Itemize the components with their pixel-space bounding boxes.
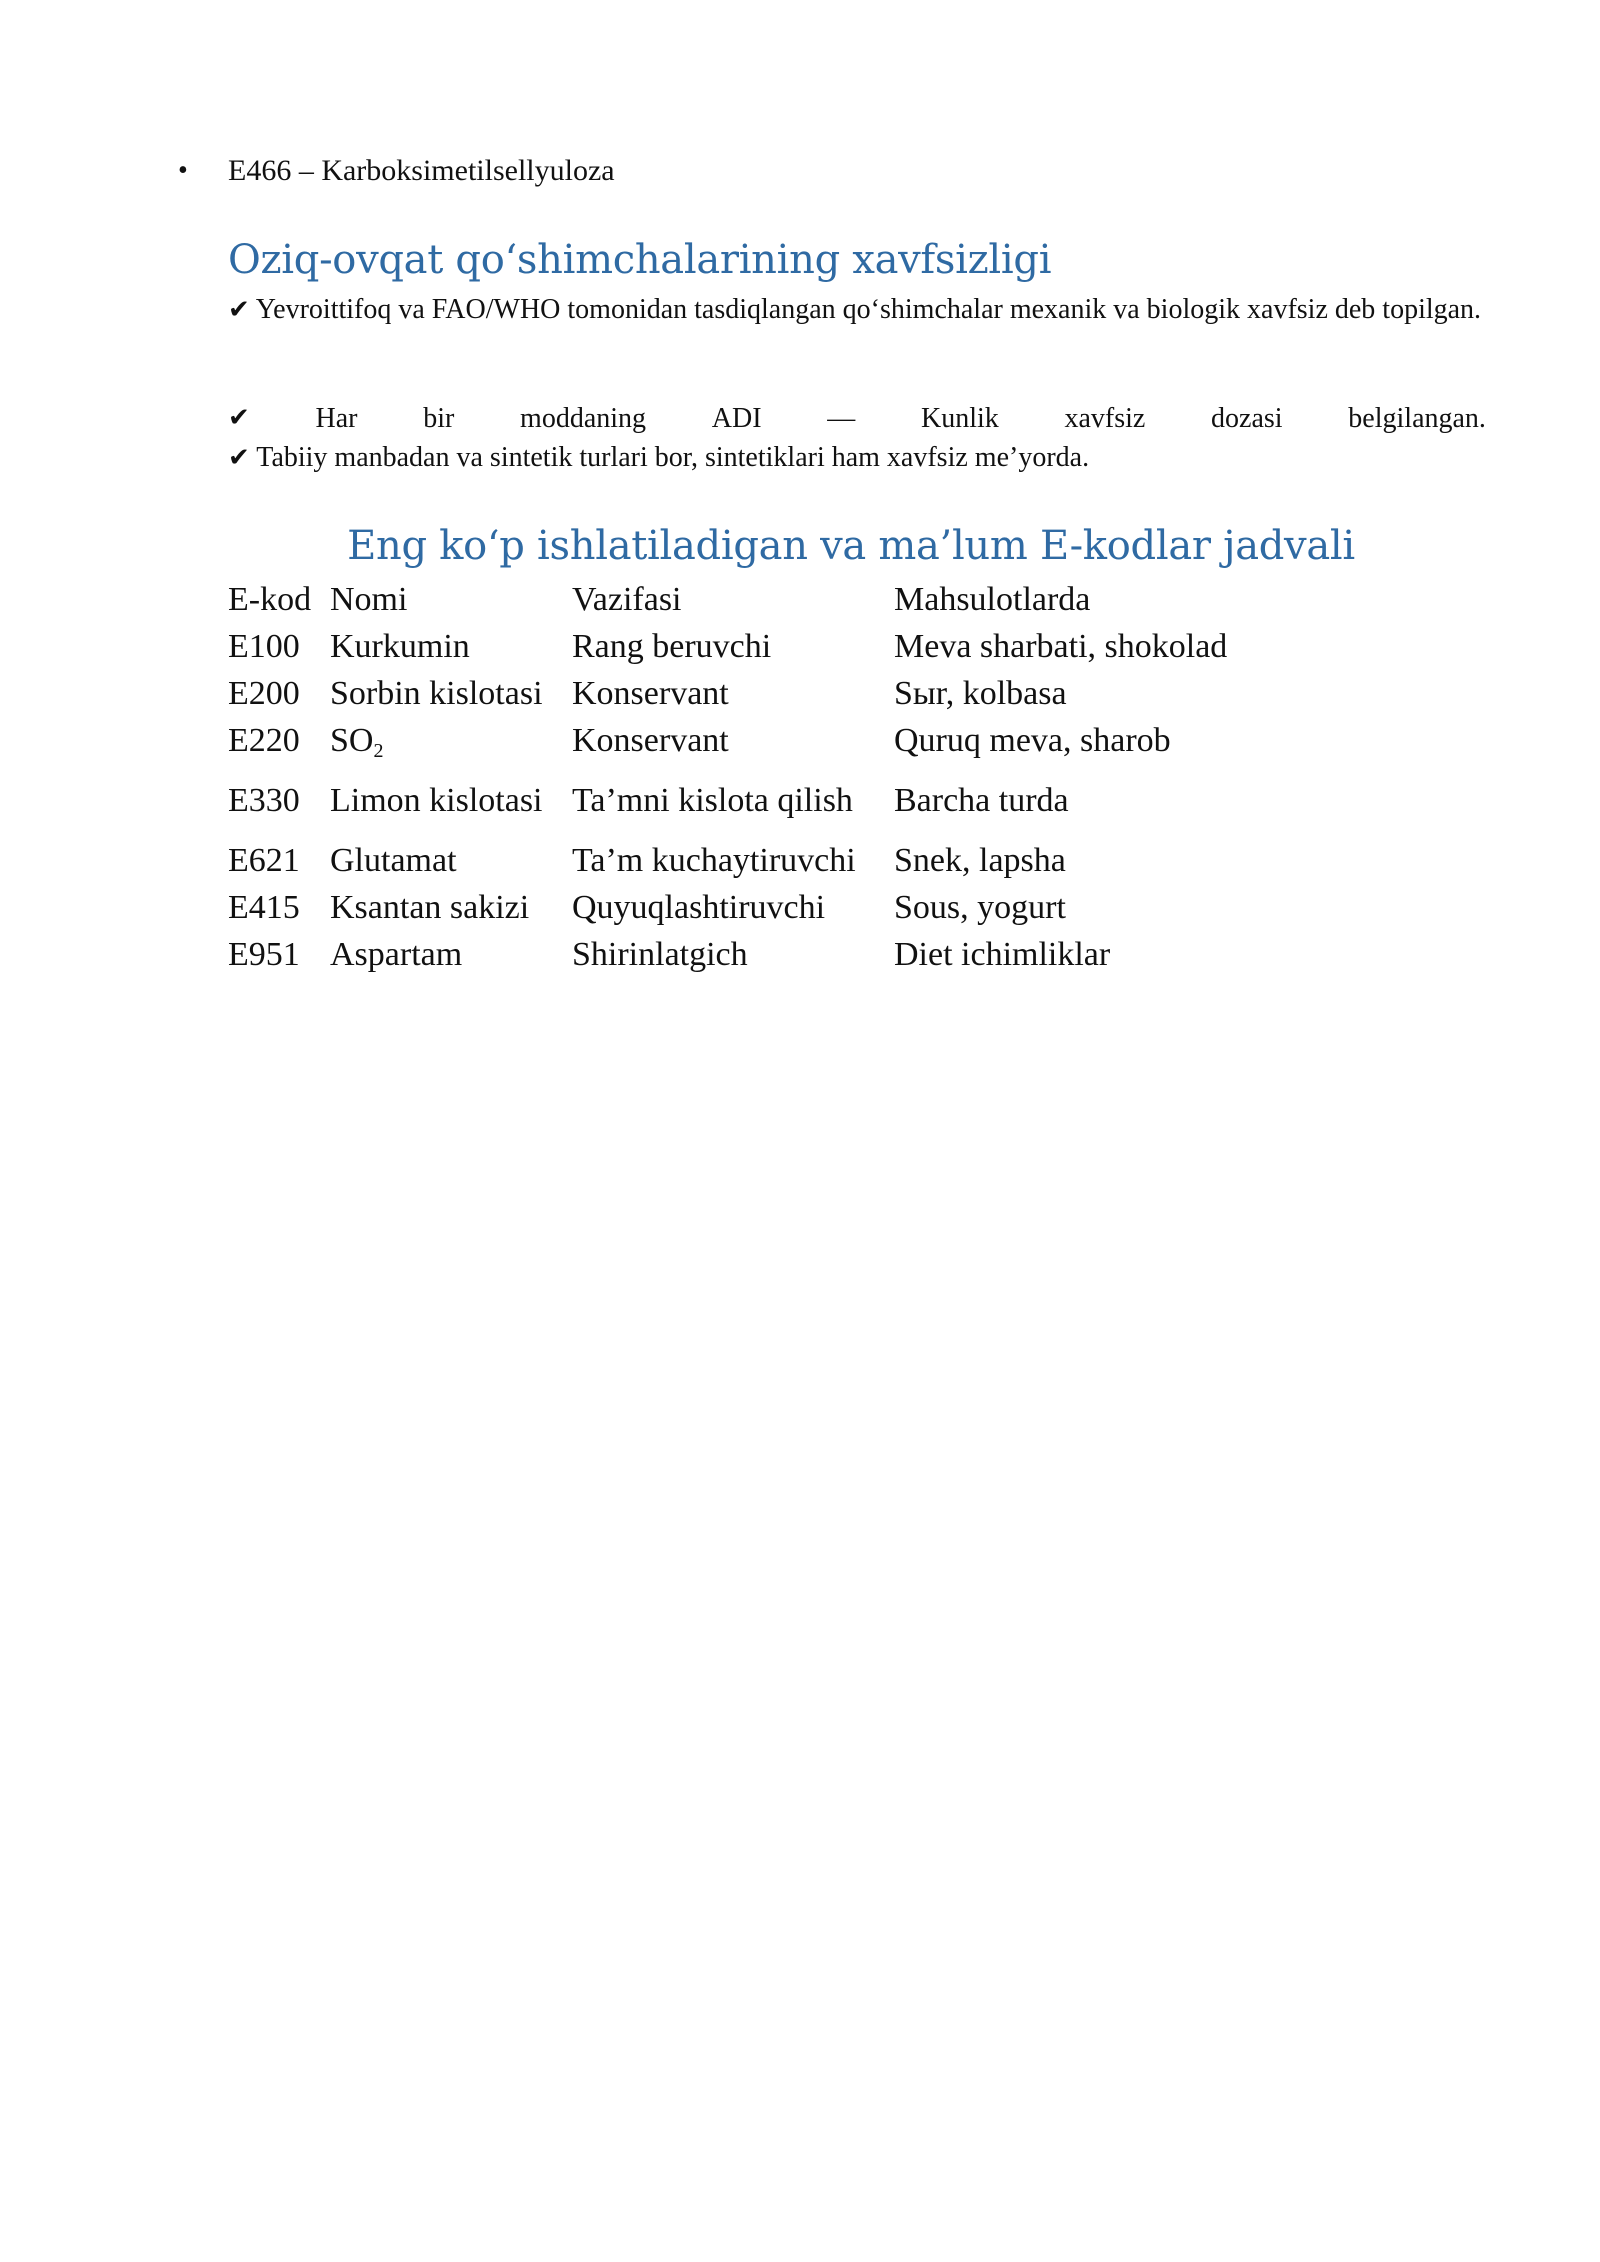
cell-code: E220 bbox=[228, 722, 300, 759]
cell-code: E330 bbox=[228, 782, 300, 819]
adi-word: bir bbox=[423, 403, 455, 434]
table-row bbox=[228, 884, 1235, 931]
bullet-symbol: • bbox=[178, 155, 188, 186]
cell-function: Rang beruvchi bbox=[572, 628, 772, 665]
cell-name: Aspartam bbox=[330, 936, 463, 973]
header-cell-name: Nomi bbox=[330, 581, 408, 618]
adi-word: ADI bbox=[711, 403, 762, 434]
paragraph-approval-text: Yevroittifoq va FAO/WHO tomonidan tasdiqlangan qo‘shimchalar mexanik va biologik xavfsiz deb topilgan. bbox=[249, 294, 1482, 325]
cell-products: Diet ichimliklar bbox=[894, 936, 1111, 973]
cell-function: Shirinlatgich bbox=[572, 936, 748, 973]
paragraph-approval bbox=[228, 291, 1486, 329]
checkmark-icon: ✔ bbox=[228, 443, 250, 473]
bullet-text: E466 – Karboksimetilsellyuloza bbox=[228, 154, 615, 187]
adi-word: xavfsiz bbox=[1064, 403, 1146, 434]
checkmark-icon: ✔ bbox=[228, 295, 250, 325]
cell-function: Konservant bbox=[572, 722, 729, 759]
table-row bbox=[228, 670, 1235, 717]
cell-products: Snek, lapsha bbox=[894, 842, 1066, 879]
cell-products: Barcha turda bbox=[894, 782, 1069, 819]
header-cell-function: Vazifasi bbox=[572, 581, 682, 618]
table-row bbox=[228, 837, 1235, 884]
cell-products: Sыr, kolbasa bbox=[894, 675, 1067, 712]
cell-function: Konservant bbox=[572, 675, 729, 712]
cell-name-main: SO bbox=[330, 722, 374, 759]
cell-function: Ta’mni kislota qilish bbox=[572, 782, 853, 819]
cell-code: E100 bbox=[228, 628, 300, 665]
paragraph-natural-synthetic bbox=[228, 439, 1486, 477]
header-cell-code: E-kod bbox=[228, 581, 312, 618]
cell-name: Sorbin kislotasi bbox=[330, 675, 543, 712]
checkmark-icon: ✔ bbox=[228, 403, 250, 433]
table-row bbox=[228, 717, 1235, 777]
adi-word: — bbox=[827, 403, 856, 434]
header-cell-products: Mahsulotlarda bbox=[894, 581, 1091, 618]
cell-name-subscript: 2 bbox=[373, 740, 384, 762]
cell-function: Ta’m kuchaytiruvchi bbox=[572, 842, 856, 879]
paragraph-natural-synthetic-text: Tabiiy manbadan va sintetik turlari bor, sintetiklari ham xavfsiz me’yorda. bbox=[249, 442, 1090, 473]
cell-name: Limon kislotasi bbox=[330, 782, 543, 819]
cell-code: E415 bbox=[228, 889, 300, 926]
e-code-table bbox=[228, 576, 1235, 978]
cell-name: Ksantan sakizi bbox=[330, 889, 530, 926]
table-row bbox=[228, 777, 1235, 837]
cell-name bbox=[330, 717, 572, 777]
cell-products: Sous, yogurt bbox=[894, 889, 1066, 926]
cell-code: E951 bbox=[228, 936, 300, 973]
cell-code: E200 bbox=[228, 675, 300, 712]
table-header-row bbox=[228, 576, 1235, 623]
section-heading-table: Eng ko‘p ishlatiladigan va ma’lum E-kodlar jadvali bbox=[347, 523, 1355, 569]
table-row bbox=[228, 623, 1235, 670]
adi-word: Har bbox=[315, 403, 358, 434]
table-row bbox=[228, 931, 1235, 978]
cell-code: E621 bbox=[228, 842, 300, 879]
cell-products: Meva sharbati, shokolad bbox=[894, 628, 1228, 665]
paragraph-adi bbox=[228, 400, 1486, 437]
cell-name: Kurkumin bbox=[330, 628, 470, 665]
bullet-list-item bbox=[178, 150, 615, 192]
adi-word: belgilangan. bbox=[1348, 403, 1486, 434]
adi-word: moddaning bbox=[520, 403, 647, 434]
section-heading-safety: Oziq-ovqat qo‘shimchalarining xavfsizligi bbox=[228, 237, 1052, 283]
cell-name: Glutamat bbox=[330, 842, 457, 879]
cell-products: Quruq meva, sharob bbox=[894, 722, 1171, 759]
adi-word: Kunlik bbox=[920, 403, 999, 434]
cell-function: Quyuqlashtiruvchi bbox=[572, 889, 826, 926]
adi-word: dozasi bbox=[1211, 403, 1283, 434]
